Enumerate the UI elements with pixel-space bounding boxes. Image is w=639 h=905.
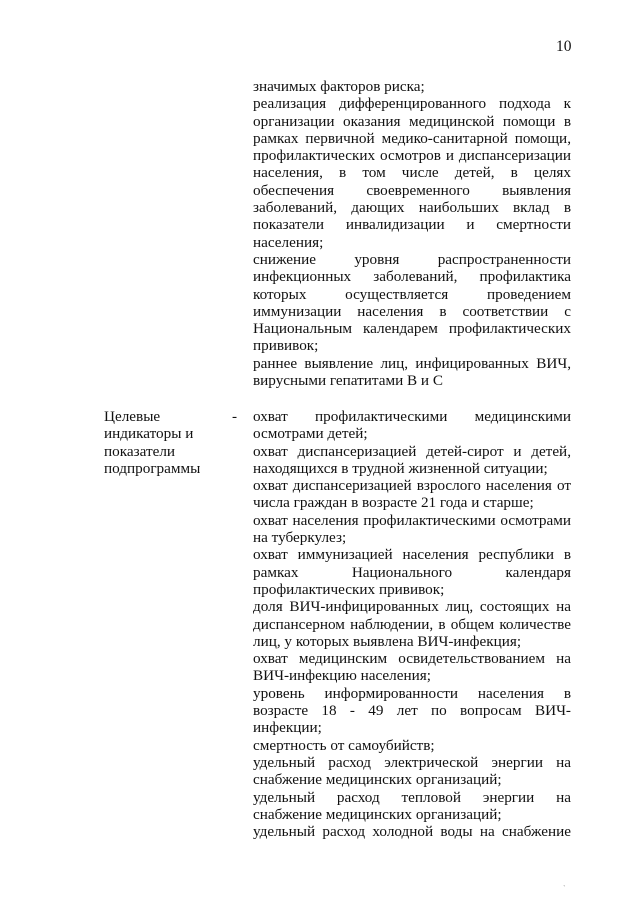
indicator-item: охват иммунизацией населения республики в рамках Национального календаря профилактических прививок; <box>253 546 571 598</box>
indicator-item: охват населения профилактическими осмотрами на туберкулез; <box>253 511 571 547</box>
paragraph: значимых факторов риска; <box>253 78 425 95</box>
paragraph: раннее выявление лиц, инфицированных ВИЧ, вирусными гепатитами В и С <box>253 354 571 390</box>
label-line: Целевые <box>104 408 161 425</box>
label-line: подпрограммы <box>104 459 201 477</box>
indicator-item: удельный расход холодной воды на снабжение <box>253 823 571 841</box>
goals-continuation-block <box>253 78 571 389</box>
indicators-list-block <box>253 408 571 840</box>
indicator-item: охват диспансеризацией взрослого населения от числа граждан в возрасте 21 года и старше; <box>253 477 571 512</box>
indicator-item: удельный расход тепловой энергии на снабжение медицинских организаций; <box>253 788 571 823</box>
label-dash: - <box>232 408 238 425</box>
corner-mark: ` <box>563 884 566 893</box>
indicator-item: доля ВИЧ-инфицированных лиц, состоящих на диспансерном наблюдении, в общем количестве лиц, у которых выявлена ВИЧ-инфекция; <box>253 598 571 650</box>
indicator-item: уровень информированности населения в возрасте 18 - 49 лет по вопросам ВИЧ-инфекции; <box>253 684 571 737</box>
label-line: индикаторы и <box>104 425 194 443</box>
indicator-item: охват медицинским освидетельствованием на ВИЧ-инфекцию населения; <box>253 650 571 685</box>
page-number: 10 <box>556 38 572 55</box>
paragraph: снижение уровня распространенности инфекционных заболеваний, профилактика которых осуществляется проведением иммунизации населения в соответствии с Национальным календарем профилактических прививок; <box>253 250 571 355</box>
indicator-item: удельный расход электрической энергии на снабжение медицинских организаций; <box>253 753 571 789</box>
indicators-section-label <box>104 408 224 477</box>
label-line: показатели <box>104 442 176 460</box>
paragraph: реализация дифференцированного подхода к организации оказания медицинской помощи в рамках первичной медико-санитарной помощи, профилактических осмотров и диспансеризации населения, в том числе детей, в целях обеспечения своевременного выявления заболеваний, дающих наибольших вклад в показатели инвалидизации и смертности населения; <box>253 95 571 251</box>
indicator-item: охват диспансеризацией детей-сирот и детей, находящихся в трудной жизненной ситуации; <box>253 442 571 477</box>
indicator-item: смертность от самоубийств; <box>253 736 435 754</box>
indicator-item: охват профилактическими медицинскими осмотрами детей; <box>253 408 571 443</box>
